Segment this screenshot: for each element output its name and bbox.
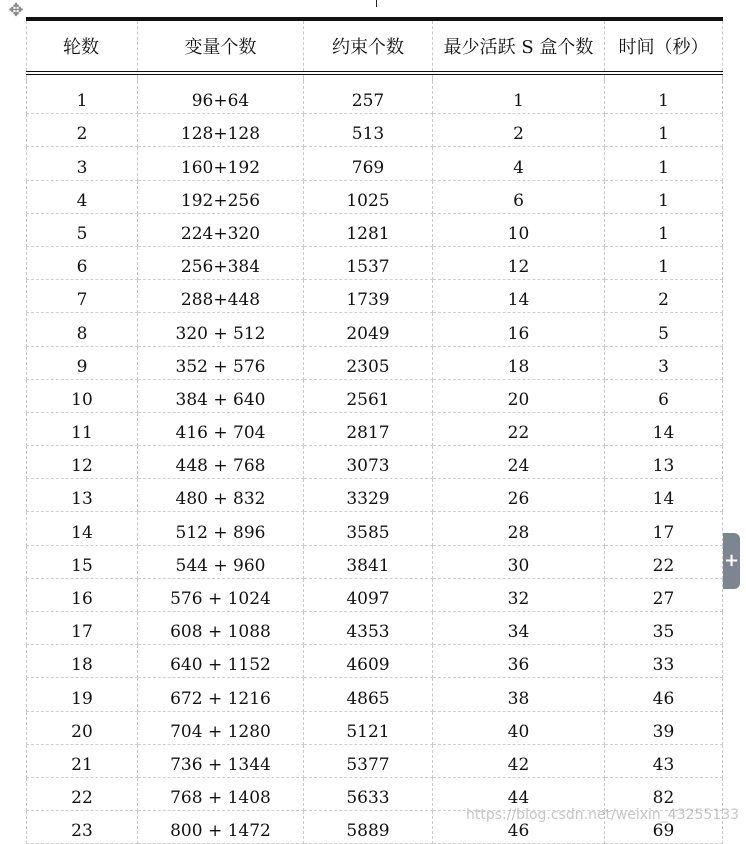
cell-constraints xyxy=(304,446,433,479)
cell-time xyxy=(605,711,723,744)
table-row xyxy=(27,479,723,512)
cell-time-value: 6 xyxy=(658,389,669,410)
cell-min-active-sboxes-value: 14 xyxy=(507,290,530,311)
table-spacer xyxy=(27,73,723,81)
text-cursor xyxy=(376,0,377,7)
cell-time xyxy=(605,678,723,711)
cell-min-active-sboxes xyxy=(433,545,605,578)
cell-min-active-sboxes-value: 34 xyxy=(507,622,530,643)
cell-variables-value: 224+320 xyxy=(180,223,261,244)
table-row xyxy=(27,81,723,114)
cell-time-value: 82 xyxy=(652,788,675,809)
cell-min-active-sboxes xyxy=(433,379,605,412)
cell-variables-value: 96+64 xyxy=(191,91,250,112)
table-row xyxy=(27,114,723,147)
cell-min-active-sboxes-value: 38 xyxy=(507,688,530,709)
cell-min-active-sboxes xyxy=(433,81,605,114)
cell-min-active-sboxes-value: 28 xyxy=(507,522,530,543)
cell-rounds-value: 6 xyxy=(76,257,88,278)
table-row xyxy=(27,213,723,246)
cell-constraints-value: 769 xyxy=(351,157,385,178)
cell-min-active-sboxes xyxy=(433,180,605,213)
table-row xyxy=(27,612,723,645)
cell-time-value: 46 xyxy=(652,688,675,709)
cell-variables xyxy=(138,114,304,147)
cell-variables xyxy=(138,612,304,645)
cell-rounds xyxy=(27,612,138,645)
cell-min-active-sboxes-value: 4 xyxy=(513,157,524,178)
cell-time xyxy=(605,280,723,313)
cell-rounds-value: 14 xyxy=(71,522,93,543)
cell-rounds xyxy=(27,280,138,313)
cell-rounds xyxy=(27,744,138,777)
table-row xyxy=(27,645,723,678)
cell-rounds-value: 3 xyxy=(76,157,88,178)
cell-time-value: 1 xyxy=(658,190,669,211)
cell-variables xyxy=(138,446,304,479)
cell-variables xyxy=(138,147,304,180)
table-row xyxy=(27,147,723,180)
cell-rounds xyxy=(27,412,138,445)
cell-min-active-sboxes xyxy=(433,744,605,777)
cell-min-active-sboxes xyxy=(433,213,605,246)
cell-constraints-value: 3329 xyxy=(346,489,390,510)
cell-variables-value: 352 + 576 xyxy=(175,356,266,377)
cell-rounds-value: 1 xyxy=(76,91,88,112)
cell-rounds-value: 21 xyxy=(71,754,93,775)
cell-variables xyxy=(138,578,304,611)
cell-variables-value: 800 + 1472 xyxy=(170,821,271,842)
cell-rounds-value: 15 xyxy=(71,555,93,576)
table-header-row xyxy=(27,19,723,73)
cell-min-active-sboxes xyxy=(433,777,605,810)
cell-rounds-value: 16 xyxy=(71,589,93,609)
cell-min-active-sboxes xyxy=(433,412,605,445)
cell-time-value: 27 xyxy=(652,589,675,609)
cell-variables-value: 704 + 1280 xyxy=(170,721,271,742)
cell-variables xyxy=(138,479,304,512)
cell-variables xyxy=(138,744,304,777)
cell-constraints-value: 513 xyxy=(351,124,385,145)
cell-time-value: 1 xyxy=(658,124,669,145)
header-rounds: 轮数 xyxy=(27,19,138,73)
cell-constraints-value: 2305 xyxy=(346,356,390,377)
cell-time xyxy=(605,446,723,479)
cell-time-value: 13 xyxy=(652,456,675,477)
cell-min-active-sboxes xyxy=(433,645,605,678)
cell-min-active-sboxes xyxy=(433,578,605,611)
cell-constraints xyxy=(304,777,433,810)
cell-constraints xyxy=(304,379,433,412)
cell-constraints-value: 5377 xyxy=(346,754,390,775)
header-variables: 变量个数 xyxy=(138,19,304,73)
cell-time xyxy=(605,313,723,346)
cell-min-active-sboxes xyxy=(433,512,605,545)
cell-constraints xyxy=(304,645,433,678)
cell-time-value: 1 xyxy=(658,91,669,112)
cell-min-active-sboxes xyxy=(433,678,605,711)
cell-rounds xyxy=(27,777,138,810)
cell-time-value: 1 xyxy=(658,223,669,244)
cell-min-active-sboxes-value: 20 xyxy=(507,389,530,410)
cell-time-value: 1 xyxy=(658,157,669,178)
cell-min-active-sboxes xyxy=(433,280,605,313)
cell-constraints-value: 2049 xyxy=(346,323,390,344)
cell-min-active-sboxes-value: 1 xyxy=(513,91,524,112)
plus-icon[interactable]: + xyxy=(723,533,740,589)
table-row xyxy=(27,578,723,611)
table-row xyxy=(27,412,723,445)
cell-variables xyxy=(138,81,304,114)
cell-variables-value: 160+192 xyxy=(180,157,261,178)
cell-constraints xyxy=(304,545,433,578)
cell-variables xyxy=(138,678,304,711)
cell-variables-value: 544 + 960 xyxy=(175,555,266,576)
cell-rounds-value: 9 xyxy=(76,356,88,377)
cell-rounds xyxy=(27,180,138,213)
cell-rounds xyxy=(27,811,138,844)
cell-variables xyxy=(138,777,304,810)
cell-rounds xyxy=(27,246,138,279)
cell-constraints-value: 2817 xyxy=(346,423,390,444)
cell-variables xyxy=(138,645,304,678)
cell-time-value: 35 xyxy=(652,622,675,643)
cell-variables xyxy=(138,545,304,578)
cell-time xyxy=(605,213,723,246)
cell-rounds xyxy=(27,81,138,114)
cell-min-active-sboxes-value: 6 xyxy=(513,190,524,211)
cell-constraints xyxy=(304,280,433,313)
move-arrows-icon[interactable]: ✥ xyxy=(8,0,24,21)
cell-variables xyxy=(138,213,304,246)
cell-variables xyxy=(138,811,304,844)
cell-min-active-sboxes-value: 16 xyxy=(507,323,530,344)
cell-constraints-value: 4097 xyxy=(346,589,390,609)
cell-time-value: 14 xyxy=(652,489,675,510)
table-row xyxy=(27,512,723,545)
cell-time xyxy=(605,412,723,445)
cell-constraints xyxy=(304,213,433,246)
cell-rounds-value: 17 xyxy=(71,622,93,643)
cell-constraints xyxy=(304,811,433,844)
table-row xyxy=(27,711,723,744)
cell-rounds xyxy=(27,578,138,611)
cell-rounds-value: 5 xyxy=(76,223,88,244)
table-row xyxy=(27,346,723,379)
cell-rounds xyxy=(27,213,138,246)
cell-rounds-value: 11 xyxy=(71,423,93,444)
cell-time xyxy=(605,645,723,678)
table-row xyxy=(27,744,723,777)
cell-min-active-sboxes-value: 30 xyxy=(507,555,530,576)
cell-constraints xyxy=(304,578,433,611)
cell-rounds xyxy=(27,147,138,180)
cell-time xyxy=(605,578,723,611)
cell-rounds-value: 20 xyxy=(71,721,93,742)
cell-constraints-value: 4609 xyxy=(346,655,390,676)
cell-variables-value: 128+128 xyxy=(180,124,261,145)
cell-min-active-sboxes-value: 40 xyxy=(507,721,530,742)
cell-time xyxy=(605,479,723,512)
cell-constraints-value: 1537 xyxy=(346,257,390,278)
table-row xyxy=(27,246,723,279)
cell-variables-value: 768 + 1408 xyxy=(170,788,271,809)
cell-time xyxy=(605,379,723,412)
cell-time-value: 33 xyxy=(652,655,675,676)
cell-rounds-value: 8 xyxy=(76,323,88,344)
cell-variables-value: 288+448 xyxy=(180,290,261,311)
cell-min-active-sboxes xyxy=(433,246,605,279)
cell-rounds-value: 7 xyxy=(76,290,88,311)
cell-variables-value: 672 + 1216 xyxy=(170,688,271,709)
cell-variables xyxy=(138,346,304,379)
cell-constraints-value: 3585 xyxy=(346,522,390,543)
cell-constraints xyxy=(304,313,433,346)
cell-time xyxy=(605,777,723,810)
cell-constraints xyxy=(304,246,433,279)
cell-min-active-sboxes xyxy=(433,147,605,180)
cell-rounds xyxy=(27,346,138,379)
cell-time-value: 43 xyxy=(652,754,675,775)
cell-variables xyxy=(138,246,304,279)
cell-constraints-value: 1739 xyxy=(346,290,390,311)
cell-min-active-sboxes-value: 24 xyxy=(507,456,530,477)
cell-constraints xyxy=(304,346,433,379)
cell-time xyxy=(605,147,723,180)
cell-variables xyxy=(138,711,304,744)
cell-time-value: 2 xyxy=(658,290,669,311)
cell-variables-value: 576 + 1024 xyxy=(170,589,271,609)
cell-min-active-sboxes-value: 44 xyxy=(507,788,530,809)
cell-constraints xyxy=(304,512,433,545)
cell-variables-value: 192+256 xyxy=(180,190,261,211)
cell-time-value: 17 xyxy=(652,522,675,543)
cell-min-active-sboxes-value: 32 xyxy=(507,589,530,609)
cell-rounds xyxy=(27,379,138,412)
cell-min-active-sboxes-value: 18 xyxy=(507,356,530,377)
cell-rounds xyxy=(27,512,138,545)
table-row xyxy=(27,545,723,578)
table-row xyxy=(27,180,723,213)
cell-variables xyxy=(138,412,304,445)
cell-constraints xyxy=(304,412,433,445)
cell-constraints xyxy=(304,114,433,147)
cell-min-active-sboxes xyxy=(433,446,605,479)
cell-variables-value: 512 + 896 xyxy=(175,522,266,543)
cell-time xyxy=(605,246,723,279)
table-row xyxy=(27,446,723,479)
cell-rounds xyxy=(27,645,138,678)
cell-variables xyxy=(138,180,304,213)
cell-constraints-value: 3841 xyxy=(346,555,390,576)
cell-constraints xyxy=(304,81,433,114)
cell-time xyxy=(605,612,723,645)
cell-min-active-sboxes xyxy=(433,313,605,346)
cell-constraints-value: 2561 xyxy=(346,389,390,410)
cell-time-value: 22 xyxy=(652,555,675,576)
cell-time-value: 69 xyxy=(652,821,675,842)
cell-time xyxy=(605,512,723,545)
cell-variables-value: 736 + 1344 xyxy=(170,754,271,775)
table-row xyxy=(27,777,723,810)
cell-rounds-value: 19 xyxy=(71,688,93,709)
cell-variables-value: 384 + 640 xyxy=(175,389,266,410)
cell-rounds-value: 23 xyxy=(71,821,93,842)
cell-rounds xyxy=(27,313,138,346)
table-body xyxy=(27,73,723,844)
table-row xyxy=(27,280,723,313)
cell-min-active-sboxes xyxy=(433,346,605,379)
cell-rounds xyxy=(27,678,138,711)
cell-constraints-value: 4353 xyxy=(346,622,390,643)
table-row xyxy=(27,678,723,711)
cell-variables-value: 416 + 704 xyxy=(175,423,266,444)
cell-rounds-value: 22 xyxy=(71,788,93,809)
cell-constraints xyxy=(304,479,433,512)
cell-min-active-sboxes xyxy=(433,479,605,512)
cell-variables xyxy=(138,280,304,313)
cell-variables-value: 480 + 832 xyxy=(175,489,266,510)
cell-constraints-value: 5121 xyxy=(346,721,390,742)
cell-constraints xyxy=(304,678,433,711)
cell-time xyxy=(605,545,723,578)
cell-constraints xyxy=(304,711,433,744)
cell-min-active-sboxes xyxy=(433,711,605,744)
cell-rounds xyxy=(27,479,138,512)
cell-rounds-value: 10 xyxy=(71,389,93,410)
cell-min-active-sboxes xyxy=(433,612,605,645)
table-row xyxy=(27,379,723,412)
cell-constraints xyxy=(304,180,433,213)
cell-time xyxy=(605,114,723,147)
cell-rounds-value: 13 xyxy=(71,489,93,510)
cell-min-active-sboxes-value: 36 xyxy=(507,655,530,676)
cell-rounds-value: 2 xyxy=(76,124,88,145)
header-time: 时间（秒） xyxy=(605,19,723,73)
cell-variables-value: 640 + 1152 xyxy=(170,655,271,676)
cell-variables xyxy=(138,379,304,412)
cell-variables-value: 608 + 1088 xyxy=(170,622,271,643)
cell-min-active-sboxes-value: 2 xyxy=(513,124,524,145)
cell-constraints xyxy=(304,612,433,645)
cell-min-active-sboxes-value: 46 xyxy=(507,821,530,842)
cell-time xyxy=(605,180,723,213)
cell-rounds xyxy=(27,114,138,147)
cell-time-value: 39 xyxy=(652,721,675,742)
cell-constraints-value: 5633 xyxy=(346,788,390,809)
cell-variables-value: 256+384 xyxy=(180,257,261,278)
cell-rounds-value: 18 xyxy=(71,655,93,676)
cell-rounds-value: 12 xyxy=(71,456,93,477)
cell-min-active-sboxes-value: 12 xyxy=(507,257,530,278)
cell-time-value: 14 xyxy=(652,423,675,444)
results-table xyxy=(26,17,723,844)
cell-time-value: 1 xyxy=(658,257,669,278)
cell-min-active-sboxes xyxy=(433,114,605,147)
header-min-active-sboxes: 最少活跃 S 盒个数 xyxy=(433,19,605,73)
cell-time xyxy=(605,81,723,114)
cell-constraints xyxy=(304,744,433,777)
cell-rounds xyxy=(27,711,138,744)
header-constraints: 约束个数 xyxy=(304,19,433,73)
cell-constraints xyxy=(304,147,433,180)
cell-variables xyxy=(138,313,304,346)
cell-time xyxy=(605,346,723,379)
cell-min-active-sboxes-value: 22 xyxy=(507,423,530,444)
cell-constraints-value: 1281 xyxy=(346,223,390,244)
cell-variables-value: 320 + 512 xyxy=(175,323,266,344)
cell-constraints-value: 4865 xyxy=(346,688,390,709)
cell-min-active-sboxes-value: 26 xyxy=(507,489,530,510)
cell-rounds-value: 4 xyxy=(76,190,88,211)
cell-constraints-value: 257 xyxy=(351,91,385,112)
cell-constraints-value: 3073 xyxy=(346,456,390,477)
cell-variables xyxy=(138,512,304,545)
cell-time-value: 5 xyxy=(658,323,669,344)
cell-min-active-sboxes-value: 10 xyxy=(507,223,530,244)
watermark: https://blog.csdn.net/weixin_43255133 xyxy=(466,807,740,823)
cell-variables-value: 448 + 768 xyxy=(175,456,266,477)
cell-time xyxy=(605,744,723,777)
table-row xyxy=(27,313,723,346)
cell-constraints-value: 5889 xyxy=(346,821,390,842)
cell-constraints-value: 1025 xyxy=(346,190,390,211)
cell-min-active-sboxes-value: 42 xyxy=(507,754,530,775)
cell-rounds xyxy=(27,545,138,578)
cell-rounds xyxy=(27,446,138,479)
cell-time-value: 3 xyxy=(658,356,669,377)
